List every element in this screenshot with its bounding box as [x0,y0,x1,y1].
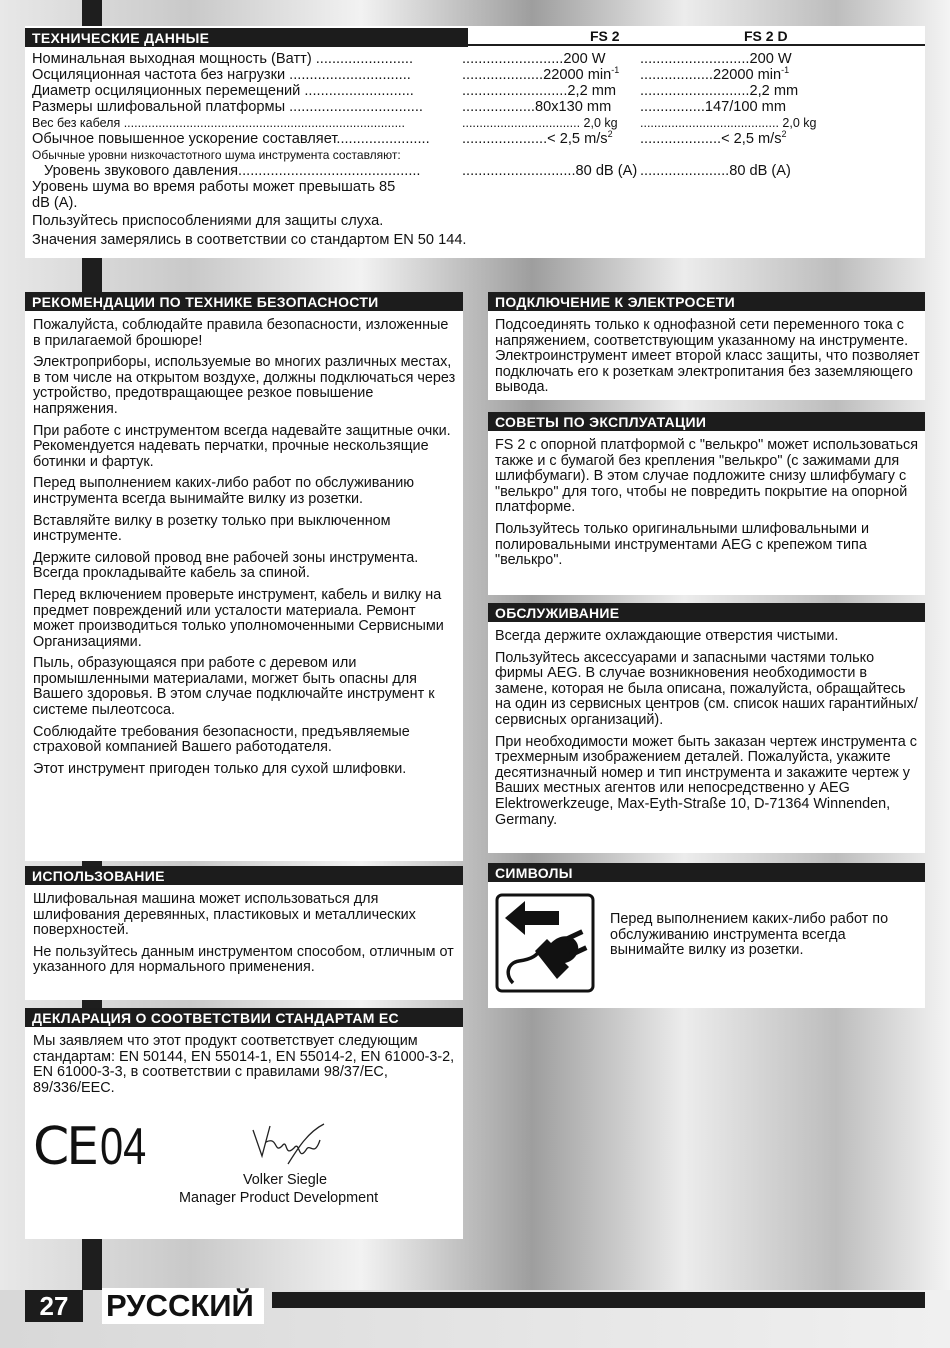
maintenance-paragraph: При необходимости может быть заказан чертеж инструмента с трехмерным изображением деталей. Пожалуйста, укажите десятизначный номер и тип инструмента и закажите чертеж у Ваших местных агентов или непосредственно у AEG Elektrowerkzeuge, Max-Eyth-Straße 10, D-71364 Winnenden, Germany. [495,733,917,828]
safety-paragraph: Соблюдайте требования безопасности, предъявляемые страховой компанией Вашего работодателя. [33,723,410,756]
tech-row-value-fs2: .................................. 2,0 kg [462,116,618,130]
hearing-protection-note: Пользуйтесь приспособлениями для защиты слуха. [32,213,384,229]
tech-row-value-fs2d: ........................................ 2,0 kg [640,116,817,130]
tech-row-value-fs2d [640,129,787,148]
tips-paragraph: FS 2 с опорной платформой с "велькро" может использоваться также и с бумагой без крепления "велькро" (с зажимами для шлифбумаги). В этом случае подложите снизу шлифбумагу с "велькро" для того, чтобы не повредить покрытие на опорной платформе. [495,437,919,516]
tech-row-value-fs2: ............................80 dB (A) [462,163,638,179]
accel-value: ....................< 2,5 m/s [640,131,782,147]
ce-logo: CE [33,1117,97,1177]
declaration-heading: ДЕКЛАРАЦИЯ О СООТВЕТСТВИИ СТАНДАРТАМ ЕС [25,1008,463,1027]
safety-paragraph: Перед включением проверьте инструмент, кабель и вилку на предмет повреждений или усталости материала. Ремонт может производиться только уполномоченными Сервисными Организациями. [33,586,444,650]
freq-value: ..................22000 min [640,67,782,83]
safety-paragraph: Электроприборы, используемые во многих различных местах, в том числе на открытом воздухе, должны подключаться через устройство, предотвращающее резкое повышение напряжения. [33,354,456,417]
accel-exponent: 2 [781,129,787,139]
tech-row-value-fs2d: ................147/100 mm [640,99,786,115]
safety-heading: РЕКОМЕНДАЦИИ ПО ТЕХНИКЕ БЕЗОПАСНОСТИ [25,292,463,311]
safety-paragraph: Перед выполнением каких-либо работ по обслуживанию инструмента всегда вынимайте вилку из розетки. [33,475,415,507]
noise-warning-line: Уровень шума во время работы может превышать 85 [32,179,396,195]
declaration-paragraph: Мы заявляем что этот продукт соответствует следующим стандартам: EN 50144, EN 55014-1, EN 55014-2, EN 61000-3-2, EN 61000-3-3, в соответствии с правилами 98/37/EC, 89/336/EEC. [33,1033,455,1096]
tips-paragraph: Пользуйтесь только оригинальными шлифовальными и полировальными инструментами AEG с крепежом типа "велькро". [495,520,870,569]
unplug-icon [495,893,595,993]
ce-year: 04 [100,1118,147,1176]
tech-row-label: Номинальная выходная мощность (Ватт) ........................ [32,51,414,67]
measurement-standard-note: Значения замерялись в соответствии со стандартом EN 50 144. [32,232,467,248]
usage-text [33,892,458,982]
usage-paragraph: Шлифовальная машина может использоваться для шлифования деревянных, пластиковых и металлических поверхностей. [33,891,416,939]
mains-heading: ПОДКЛЮЧЕНИЕ К ЭЛЕКТРОСЕТИ [488,292,925,311]
safety-paragraph: Пожалуйста, соблюдайте правила безопасности, изложенные в прилагаемой брошюре! [33,317,449,349]
tips-text [495,438,920,575]
freq-exponent: -1 [611,65,620,75]
tech-row-value-fs2: ..........................2,2 mm [462,83,617,99]
symbols-heading: СИМВОЛЫ [488,863,925,882]
maintenance-text [495,629,923,834]
tech-row-value-fs2d [640,65,790,84]
tech-row-label: Обычное повышенное ускорение составляет....................... [32,131,430,147]
ce-mark [33,1118,158,1178]
noise-warning-line: dB (A). [32,195,78,211]
language-label: РУССКИЙ [102,1288,264,1324]
tech-row-label: Осциляционная частота без нагрузки .............................. [32,67,411,83]
safety-paragraph: При работе с инструментом всегда надевайте защитные очки. Рекомендуется надевать перчатки, прочные нескользящие ботинки и фартук. [33,422,451,470]
signer-name: Volker Siegle [243,1172,327,1188]
col-header-fs2d: FS 2 D [744,28,788,44]
symbols-paragraph: Перед выполнением каких-либо работ по обслуживанию инструмента всегда вынимайте вилку из розетки. [610,911,889,959]
safety-paragraph: Вставляйте вилку в розетку только при выключенном инструменте. [33,512,391,545]
page-number: 27 [25,1290,83,1322]
tech-row-label: Вес без кабеля ................................................................................. [32,116,406,130]
safety-text [33,318,458,783]
usage-heading: ИСПОЛЬЗОВАНИЕ [25,866,463,885]
tech-header-rule [468,44,925,46]
tips-heading: СОВЕТЫ ПО ЭКСПЛУАТАЦИИ [488,412,925,431]
footer-dark-bar [272,1292,925,1308]
safety-paragraph: Этот инструмент пригоден только для сухой шлифовки. [33,760,407,777]
declaration-text [33,1034,458,1102]
accel-value: .....................< 2,5 m/s [462,131,608,147]
tech-row-value-fs2d: ...........................2,2 mm [640,83,799,99]
col-header-fs2: FS 2 [590,28,620,44]
tech-data-heading: ТЕХНИЧЕСКИЕ ДАННЫЕ [25,28,468,47]
tech-row-value-fs2 [462,65,620,84]
maintenance-paragraph: Пользуйтесь аксессуарами и запасными частями только фирмы AEG. В случае возникновения необходимости в замене, которая не была описана, пожалуйста, обращайтесь на один из сервисных центров (см. список наших гарантийных/сервисных организаций). [495,649,918,728]
mains-text [495,318,920,402]
safety-paragraph: Держите силовой провод вне рабочей зоны инструмента. Всегда прокладывайте кабель за спиной. [33,549,419,582]
tech-row-value-fs2: .........................200 W [462,51,606,67]
accel-exponent: 2 [607,129,613,139]
freq-value: ....................22000 min [462,67,612,83]
usage-paragraph: Не пользуйтесь данным инструментом способом, отличным от указанного для нормального применения. [33,943,454,976]
tech-row-value-fs2: ..................80x130 mm [462,99,612,115]
maintenance-paragraph: Всегда держите охлаждающие отверстия чистыми. [495,628,839,644]
maintenance-heading: ОБСЛУЖИВАНИЕ [488,603,925,622]
tech-row-value-fs2d: ...........................200 W [640,51,792,67]
symbols-text [610,912,915,965]
tech-row-label: Размеры шлифовальной платформы ................................. [32,99,423,115]
noise-note: Обычные уровни низкочастотного шума инструмента составляют: [32,148,401,162]
safety-paragraph: Пыль, образующаяся при работе с деревом или промышленными материалами, могжет быть опасны для Вашего здоровья. В этом случае подключайте инструмент к системе пылеотсоса. [33,655,435,719]
tech-row-value-fs2d: ......................80 dB (A) [640,163,791,179]
tech-row-value-fs2 [462,129,613,148]
mains-paragraph: Подсоединять только к однофазной сети переменного тока с напряжением, соответствующим указанному на инструменте. Электроинструмент имеет второй класс защиты, что позволяет подключать его к розеткам электропитания без заземляющего вывода. [495,317,920,396]
freq-exponent: -1 [781,65,790,75]
tech-row-label: Диаметр осциляционных перемещений ........................... [32,83,414,99]
signature-image [248,1118,328,1173]
tech-row-label: Уровень звукового давления............................................. [44,163,421,179]
signer-title: Manager Product Development [179,1190,379,1206]
